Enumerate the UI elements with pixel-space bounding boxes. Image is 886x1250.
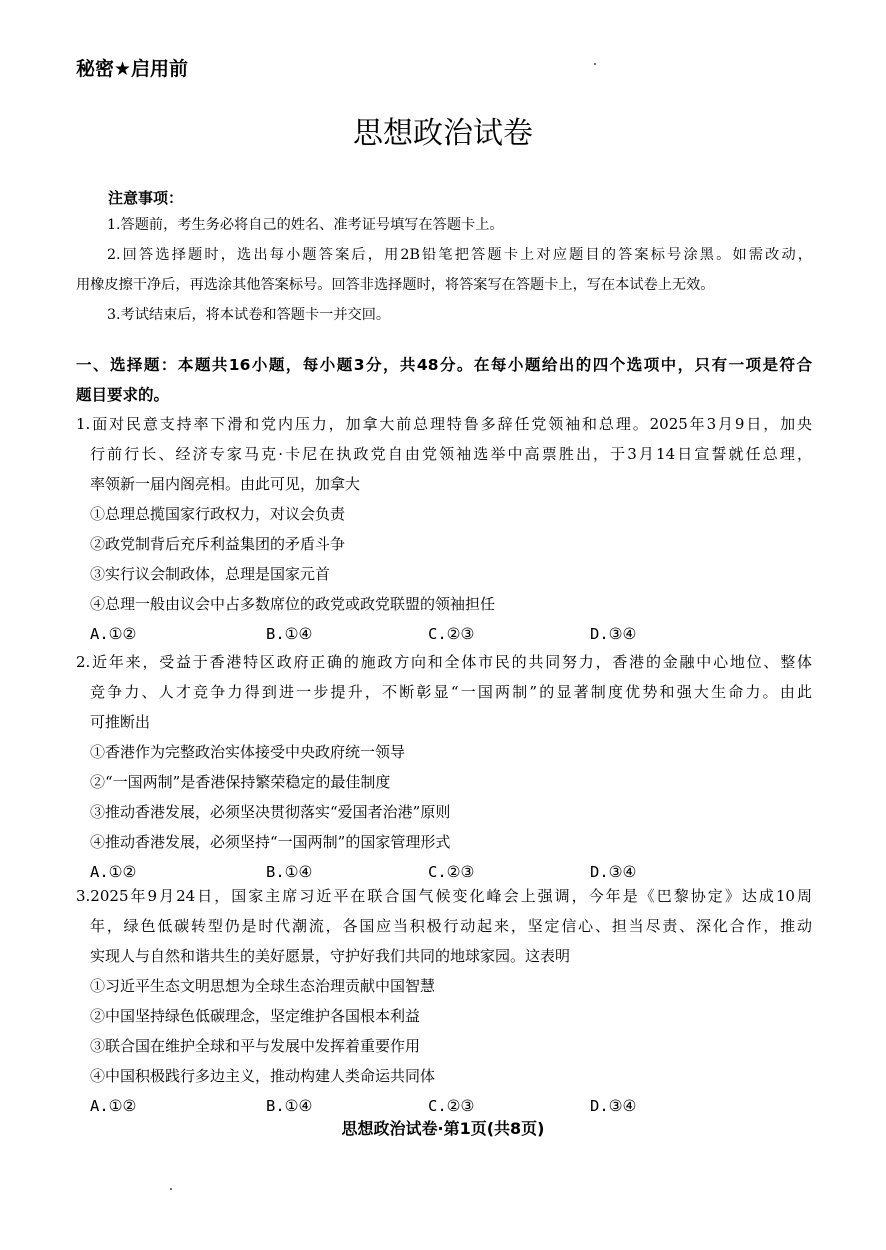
question-stem-line: 竞争力、人才竞争力得到进一步提升，不断彰显“一国两制”的显著制度优势和强大生命力。由此: [90, 683, 812, 701]
question-stem-line: 率领新一届内阁亮相。由此可见，加拿大: [90, 475, 361, 493]
choice-d: D.③④: [590, 625, 637, 643]
answer-choices: [76, 619, 812, 649]
choice-c: C.②③: [428, 625, 475, 643]
question-1: [76, 409, 812, 649]
statement-option: ①习近平生态文明思想为全球生态治理贡献中国智慧: [90, 977, 436, 995]
choice-c: C.②③: [428, 863, 475, 881]
statement-option: ③推动香港发展，必须坚决贯彻落实“爱国者治港”原则: [90, 803, 451, 821]
notice-heading: 注意事项：: [108, 189, 184, 207]
statement-option: ②政党制背后充斥利益集团的矛盾斗争: [90, 535, 346, 553]
page-title: 思想政治试卷: [353, 116, 533, 151]
statement-option: ④总理一般由议会中占多数席位的政党或政党联盟的领袖担任: [90, 595, 496, 613]
notice-item-3: 3.考试结束后，将本试卷和答题卡一并交回。: [107, 307, 391, 323]
statement-option: ①香港作为完整政治实体接受中央政府统一领导: [90, 743, 406, 761]
question-stem-line: 1.面对民意支持率下滑和党内压力，加拿大前总理特鲁多辞任党领袖和总理。2025年3月9日，加央: [76, 415, 812, 433]
notice-item-2-line-2: 用橡皮擦干净后，再选涂其他答案标号。回答非选择题时，将答案写在答题卡上，写在本试卷上无效。: [76, 277, 715, 293]
choice-b: B.①④: [266, 1097, 313, 1115]
confidential-mark: 秘密★启用前: [76, 58, 189, 80]
question-stem-line: 实现人与自然和谐共生的美好愿景，守护好我们共同的地球家园。这表明: [90, 947, 571, 965]
section-heading-line-2: 题目要求的。: [76, 386, 170, 404]
question-3: [76, 881, 812, 1121]
choice-a: A.①②: [90, 625, 137, 643]
choice-b: B.①④: [266, 625, 313, 643]
choice-c: C.②③: [428, 1097, 475, 1115]
question-stem-line: 行前行长、经济专家马克·卡尼在执政党自由党领袖选举中高票胜出，于3月14日宣誓就任总理，: [90, 445, 812, 463]
statement-option: ②中国坚持绿色低碳理念，坚定维护各国根本利益: [90, 1007, 421, 1025]
question-2: [76, 647, 812, 887]
page-footer: 思想政治试卷·第1页(共8页): [341, 1119, 545, 1138]
choice-d: D.③④: [590, 1097, 637, 1115]
notice-item-1: 1.答题前，考生务必将自己的姓名、准考证号填写在答题卡上。: [107, 217, 504, 233]
question-stem-line: 2.近年来，受益于香港特区政府正确的施政方向和全体市民的共同努力，香港的金融中心地位、整体: [76, 653, 812, 671]
statement-option: ②“一国两制”是香港保持繁荣稳定的最佳制度: [90, 773, 391, 791]
question-stem-line: 可推断出: [90, 713, 151, 731]
notice-item-2-line-1: 2.回答选择题时，选出每小题答案后，用2B铅笔把答题卡上对应题目的答案标号涂黑。如需改动，: [107, 247, 812, 263]
statement-option: ③联合国在维护全球和平与发展中发挥着重要作用: [90, 1037, 421, 1055]
scan-dot: [170, 1188, 172, 1190]
choice-b: B.①④: [266, 863, 313, 881]
statement-option: ④中国积极践行多边主义，推动构建人类命运共同体: [90, 1067, 436, 1085]
statement-option: ①总理总揽国家行政权力，对议会负责: [90, 505, 346, 523]
choice-a: A.①②: [90, 1097, 137, 1115]
question-stem-line: 3.2025年9月24日，国家主席习近平在联合国气候变化峰会上强调，今年是《巴黎协定》达成10周: [76, 887, 812, 905]
statement-option: ④推动香港发展，必须坚持“一国两制”的国家管理形式: [90, 833, 451, 851]
scan-dot: [594, 63, 596, 65]
question-stem-line: 年，绿色低碳转型仍是时代潮流，各国应当积极行动起来，坚定信心、担当尽责、深化合作，推动: [90, 917, 812, 935]
notice-block: [76, 210, 812, 330]
section-heading-line-1: 一、选择题：本题共16小题，每小题3分，共48分。在每小题给出的四个选项中，只有一项是符合: [76, 356, 812, 374]
section-heading: [76, 350, 812, 410]
choice-d: D.③④: [590, 863, 637, 881]
statement-option: ③实行议会制政体，总理是国家元首: [90, 565, 331, 583]
choice-a: A.①②: [90, 863, 137, 881]
